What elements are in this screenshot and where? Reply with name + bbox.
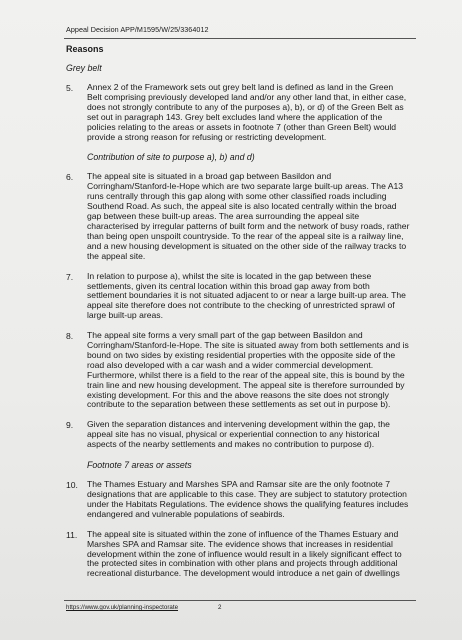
paragraph-number: 6. bbox=[66, 172, 74, 183]
subheading-footnote: Footnote 7 areas or assets bbox=[87, 460, 192, 471]
paragraph-text: Annex 2 of the Framework sets out grey belt land is defined as land in the Green Belt comprising previously developed land and/or any other land that, in either case, does not strongly contribute to any of the purposes a), b), or d) of the Green Belt as set out in paragraph 143. Grey belt excludes land where the application of the policies relating to the areas or assets in footnote 7 (other than Green Belt) would provide a strong reason for refusing or restricting development. bbox=[87, 82, 407, 142]
paragraph-9 bbox=[66, 420, 410, 450]
paragraph-text: In relation to purpose a), whilst the site is located in the gap between these settlements, given its central location within this broad gap away from both settlement boundaries it is not situated adjacent to or near a large built-up area. The appeal site therefore does not contribute to the checking of unrestricted sprawl of large built-up areas. bbox=[87, 270, 406, 321]
paragraph-5 bbox=[66, 83, 410, 142]
paragraph-text: The appeal site is situated in a broad gap between Basildon and Corringham/Stanford-le-Hope which are two separate large built-up areas. The A13 runs centrally through this gap along with some other classified roads including Southend Road. As such, the appeal site is also located centrally within the broad gap between these built-up areas. The area surrounding the appeal site characterised by irregular patterns of built form and the network of busy roads, rather than being open unspoilt countryside. To the rear of the appeal site is a railway line, and a new housing development is situated on the other side of the railway tracks to the appeal site. bbox=[87, 171, 410, 261]
page-number: 2 bbox=[218, 604, 222, 611]
paragraph-10 bbox=[66, 480, 410, 520]
paragraph-number: 7. bbox=[66, 271, 74, 282]
paragraph-text: The appeal site forms a very small part of the gap between Basildon and Corringham/Stanford-le-Hope. The site is situated away from both settlements and is bound on two sides by existing residential properties with the opposite side of the road also developed with a car wash and a wider commercial development. Furthermore, whilst there is a field to the rear of the appeal site, this is bound by the train line and new housing development. The appeal site is therefore surrounded by existing development. For this and the above reasons the site does not strongly contribute to the separation between these settlements as set out in purpose b). bbox=[87, 330, 409, 410]
paragraph-11 bbox=[66, 530, 410, 580]
paragraph-6 bbox=[66, 172, 410, 261]
paragraph-number: 8. bbox=[66, 331, 74, 342]
page-footer bbox=[66, 604, 406, 611]
paragraph-text: Given the separation distances and intervening development within the gap, the appeal site has no visual, physical or experiential connection to any historical aspects of the nearby settlements and makes no contribution to purpose d). bbox=[87, 419, 390, 450]
section-title: Reasons bbox=[66, 44, 104, 54]
subheading-grey-belt: Grey belt bbox=[66, 63, 102, 73]
paragraph-number: 9. bbox=[66, 420, 74, 431]
footer-rule bbox=[64, 600, 416, 601]
paragraph-number: 5. bbox=[66, 83, 74, 93]
header-rule bbox=[64, 38, 416, 39]
paragraph-text: The appeal site is situated within the zone of influence of the Thames Estuary and Marshes SPA and Ramsar site. The evidence shows that increases in residential development within the zone of influence would result in a likely significant effect to the protected sites in combination with other plans and projects through additional recreational disturbance. The development would introduce a net gain of dwellings bbox=[87, 528, 402, 579]
paragraph-number: 11. bbox=[66, 529, 78, 540]
paragraph-7 bbox=[66, 272, 410, 322]
paragraph-number: 10. bbox=[66, 480, 78, 491]
paragraph-text: The Thames Estuary and Marshes SPA and Ramsar site are the only footnote 7 designations that are applicable to this case. They are subject to statutory protection under the Habitats Regulations. The evidence shows the qualifying features includes endangered and vulnerable populations of seabirds. bbox=[87, 479, 409, 519]
paragraph-8 bbox=[66, 331, 410, 410]
page-header: Appeal Decision APP/M1595/W/25/3364012 bbox=[66, 25, 209, 34]
subheading-contribution: Contribution of site to purpose a), b) and d) bbox=[87, 152, 255, 163]
document-body bbox=[66, 44, 410, 589]
footer-link[interactable]: https://www.gov.uk/planning-inspectorate bbox=[66, 604, 179, 611]
